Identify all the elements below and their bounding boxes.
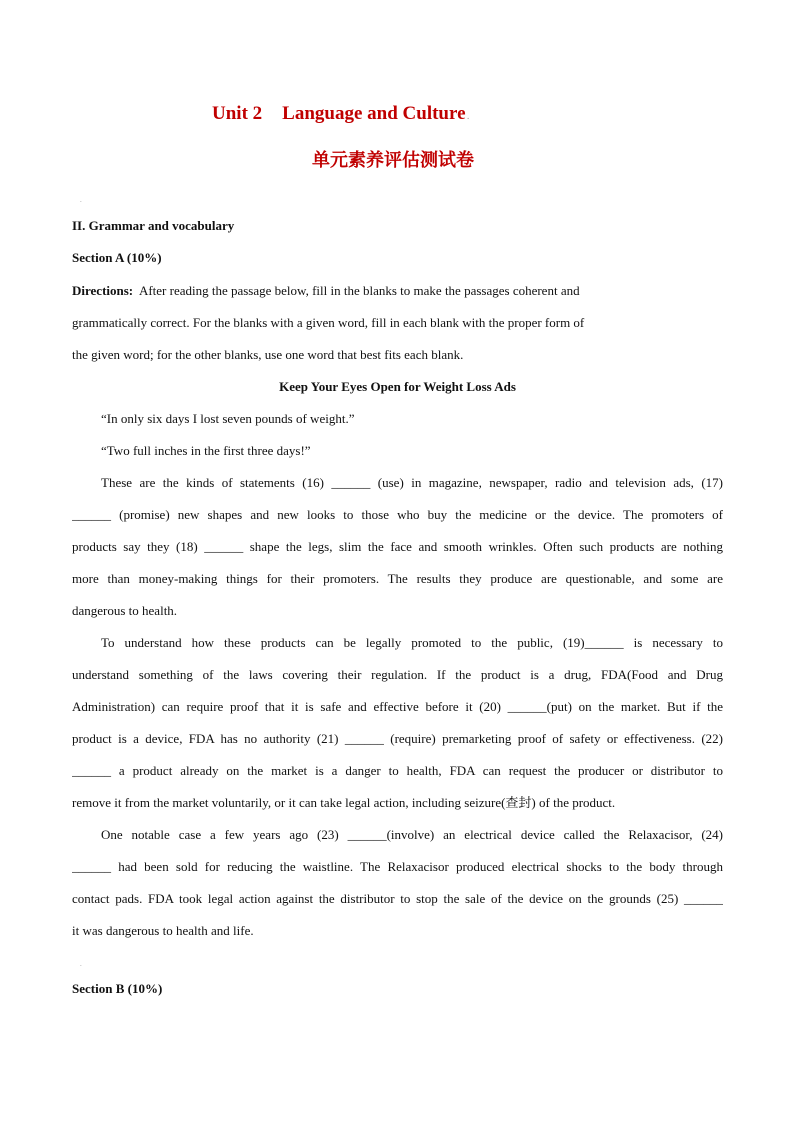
directions-line: the given word; for the other blanks, use one word that best fits each blank. xyxy=(72,347,464,362)
paragraph-mark: . xyxy=(80,196,82,204)
paragraph-line: product is a device, FDA has no authority (21) ______ (require) premarketing proof of safety or effectiveness. (22) xyxy=(72,731,723,746)
paragraph-line: To understand how these products can be legally promoted to the public, (19)______ is necessary to xyxy=(101,635,723,650)
part-heading: II. Grammar and vocabulary xyxy=(72,218,235,233)
quote-line: “Two full inches in the first three days!” xyxy=(101,443,311,458)
paragraph-line: These are the kinds of statements (16) ______ (use) in magazine, newspaper, radio and television ads, (17) xyxy=(101,475,723,490)
section-a-heading: Section A (10%) xyxy=(72,250,162,265)
paragraph-line: ______ a product already on the market is a danger to health, FDA can request the producer or distributor to xyxy=(72,763,723,778)
directions-line: Directions: After reading the passage below, fill in the blanks to make the passages coherent and xyxy=(72,283,580,298)
passage-title: Keep Your Eyes Open for Weight Loss Ads xyxy=(279,379,516,394)
directions-line: grammatically correct. For the blanks with a given word, fill in each blank with the proper form of xyxy=(72,315,585,330)
paragraph-line: One notable case a few years ago (23) ______(involve) an electrical device called the Relaxacisor, (24) xyxy=(101,827,723,842)
unit-number: Unit 2 xyxy=(212,103,263,124)
unit-name: Language and Culture xyxy=(282,103,466,124)
paragraph-line: ______ (promise) new shapes and new looks to those who buy the medicine or the device. The promoters of xyxy=(72,507,723,522)
paragraph-line: dangerous to health. xyxy=(72,603,178,618)
paragraph-line: ______ had been sold for reducing the waistline. The Relaxacisor produced electrical shocks to the body through xyxy=(72,859,723,874)
paragraph-line: products say they (18) ______ shape the legs, slim the face and smooth wrinkles. Often such products are nothing xyxy=(72,539,723,554)
paragraph-line: Administration) can require proof that it is safe and effective before it (20) ______(put) on the market. But if the xyxy=(72,699,723,714)
unit-title: Unit 2 Language and Culture . xyxy=(212,103,470,124)
paragraph-line: remove it from the market voluntarily, or it can take legal action, including seizure(查封) of the product. xyxy=(72,795,616,810)
paragraph-mark: . xyxy=(80,960,82,968)
paragraph-line: it was dangerous to health and life. xyxy=(72,923,254,938)
test-subtitle: 单元素养评估测试卷 xyxy=(312,150,474,171)
directions-label: Directions: xyxy=(72,283,134,298)
quote-line: “In only six days I lost seven pounds of weight.” xyxy=(101,411,355,426)
paragraph-line: contact pads. FDA took legal action against the distributor to stop the sale of the device on the grounds (25) ______ xyxy=(72,891,723,906)
paragraph-line: understand something of the laws covering their regulation. If the product is a drug, FDA(Food and Drug xyxy=(72,667,723,682)
section-b-heading: Section B (10%) xyxy=(72,981,163,996)
paragraph-line: more than money-making things for their promoters. The results they produce are questionable, and some are xyxy=(72,571,723,586)
passage-body xyxy=(72,275,723,947)
